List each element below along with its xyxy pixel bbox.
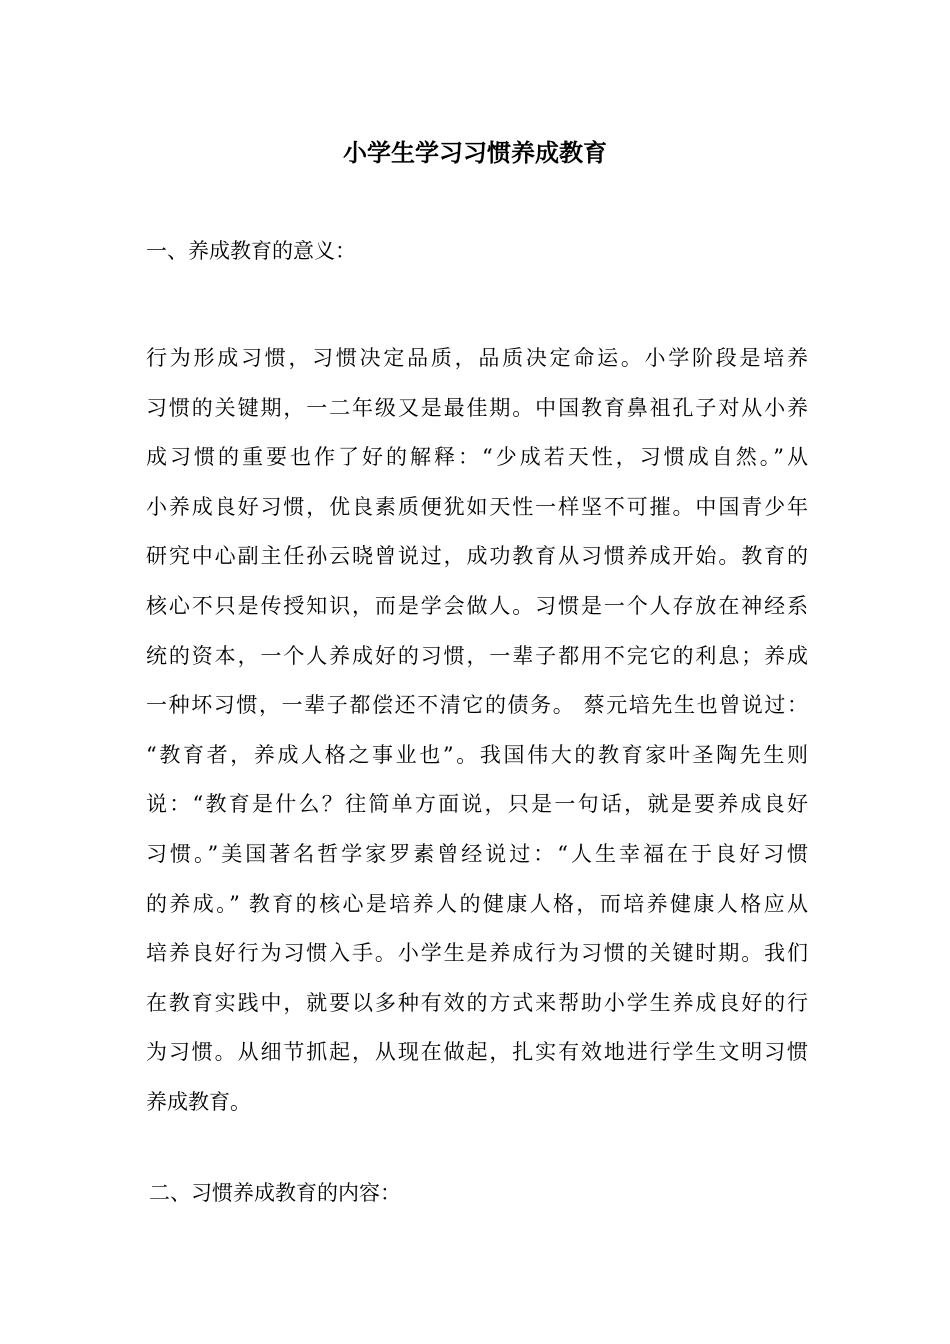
paragraph-line: 习惯的关键期，一二年级又是最佳期。中国教育鼻祖孔子对从小养 bbox=[146, 395, 808, 420]
paragraph-line: 统的资本，一个人养成好的习惯，一辈子都用不完它的利息；养成 bbox=[146, 643, 808, 668]
paragraph-significance bbox=[146, 334, 808, 1128]
paragraph-line: 培养良好行为习惯入手。小学生是养成行为习惯的关键时期。我们 bbox=[146, 941, 808, 966]
paragraph-line: 习惯。”美国著名哲学家罗素曾经说过：“人生幸福在于良好习惯 bbox=[146, 841, 808, 866]
paragraph-line: 小养成良好习惯，优良素质便犹如天性一样坚不可摧。中国青少年 bbox=[146, 494, 808, 519]
paragraph-line: 在教育实践中，就要以多种有效的方式来帮助小学生养成良好的行 bbox=[146, 990, 808, 1015]
paragraph-line: “教育者，养成人格之事业也”。我国伟大的教育家叶圣陶先生则 bbox=[146, 742, 808, 767]
paragraph-line: 成习惯的重要也作了好的解释：“少成若天性，习惯成自然。”从 bbox=[146, 445, 808, 470]
paragraph-line: 研究中心副主任孙云晓曾说过，成功教育从习惯养成开始。教育的 bbox=[146, 544, 808, 569]
section-heading-content: 二、习惯养成教育的内容： bbox=[149, 1181, 401, 1205]
paragraph-line: 为习惯。从细节抓起，从现在做起，扎实有效地进行学生文明习惯 bbox=[146, 1040, 808, 1065]
paragraph-line: 一种坏习惯，一辈子都偿还不清它的债务。 蔡元培先生也曾说过： bbox=[146, 693, 808, 718]
paragraph-line: 养成教育。 bbox=[146, 1089, 251, 1114]
paragraph-line: 核心不只是传授知识，而是学会做人。习惯是一个人存放在神经系 bbox=[146, 593, 808, 618]
paragraph-line: 行为形成习惯，习惯决定品质，品质决定命运。小学阶段是培养 bbox=[146, 346, 808, 370]
section-heading-significance: 一、养成教育的意义： bbox=[146, 239, 356, 263]
paragraph-line: 说：“教育是什么？往简单方面说，只是一句话，就是要养成良好 bbox=[146, 792, 808, 817]
paragraph-line: 的养成。” 教育的核心是培养人的健康人格，而培养健康人格应从 bbox=[146, 891, 808, 916]
document-title: 小学生学习习惯养成教育 bbox=[343, 139, 607, 167]
